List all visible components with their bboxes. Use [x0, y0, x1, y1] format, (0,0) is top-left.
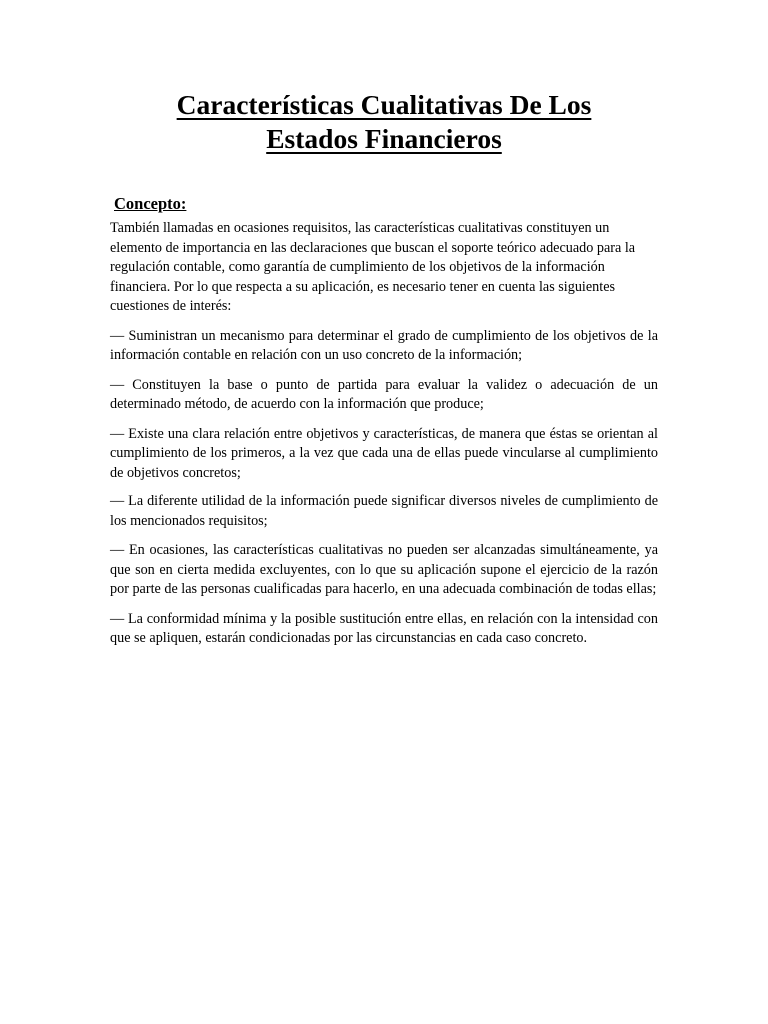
list-item: — La diferente utilidad de la información puede significar diversos niveles de cumplimiento de los mencionados requisitos;	[110, 493, 658, 529]
title-line-1: Características Cualitativas De Los	[176, 89, 592, 120]
list-item: — Suministran un mecanismo para determinar el grado de cumplimiento de los objetivos de la información contable en relación con un uso concreto de la información;	[110, 327, 658, 363]
list-item: — Existe una clara relación entre objetivos y características, de manera que éstas se orientan al cumplimiento de los primeros, a la vez que cada una de ellas puede vincularse al cumplimiento de objetivos concretos;	[110, 425, 658, 481]
intro-paragraph: También llamadas en ocasiones requisitos, las características cualitativas constituyen un elemento de importancia en las declaraciones que buscan el soporte teórico adecuado para la regulación contable, como garantía de cumplimiento de los objetivos de la información financiera. Por lo que respecta a su aplicación, es necesario tener en cuenta las siguientes cuestiones de interés:	[110, 220, 636, 314]
section-heading: Concepto:	[114, 194, 187, 213]
list-item: — La conformidad mínima y la posible sustitución entre ellas, en relación con la intensidad con que se apliquen, estarán condicionadas por las circunstancias en cada caso concreto.	[110, 610, 658, 646]
list-item: — Constituyen la base o punto de partida para evaluar la validez o adecuación de un determinado método, de acuerdo con la información que produce;	[110, 376, 658, 412]
document-page	[110, 88, 658, 649]
title-line-2: Estados Financieros	[266, 123, 502, 154]
document-title	[110, 88, 658, 156]
list-item: — En ocasiones, las características cualitativas no pueden ser alcanzadas simultáneamente, ya que son en cierta medida excluyentes, con lo que su aplicación supone el ejercicio de la razón por parte de las personas cualificadas para hacerlo, en una adecuada combinación de todas ellas;	[110, 542, 658, 597]
